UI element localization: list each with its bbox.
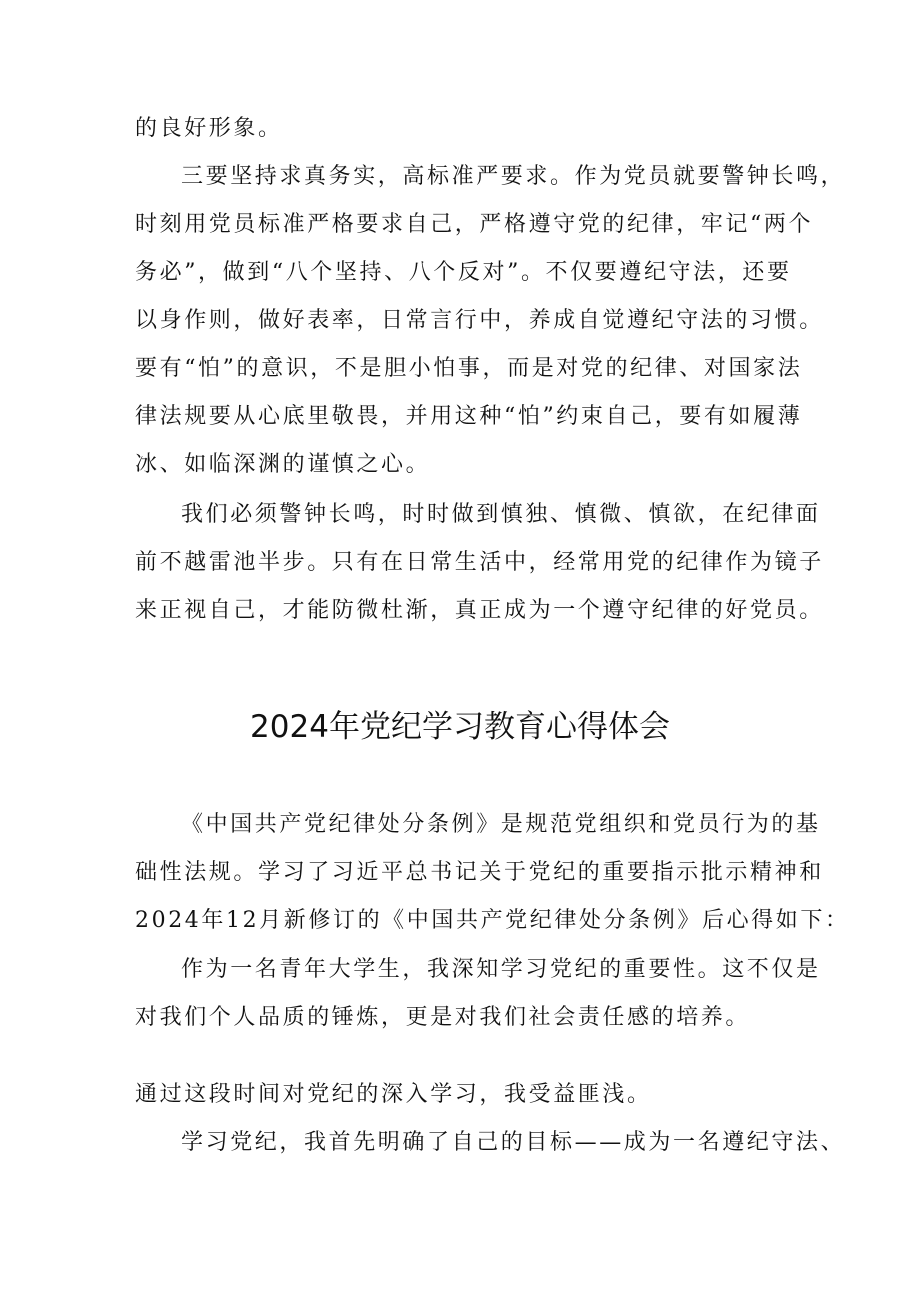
paragraph-line: 对我们个人品质的锤炼，更是对我们社会责任感的培养。 bbox=[135, 1005, 751, 1030]
page-title: 2024年党纪学习教育心得体会 bbox=[250, 709, 670, 745]
paragraph-line: 要有“怕”的意识，不是胆小怕事，而是对党的纪律、对国家法 bbox=[135, 356, 803, 381]
paragraph-line: 础性法规。学习了习近平总书记关于党纪的重要指示批示精神和 bbox=[135, 860, 824, 885]
paragraph-line: 前不越雷池半步。只有在日常生活中，经常用党的纪律作为镜子 bbox=[135, 550, 824, 575]
paragraph-line: 三要坚持求真务实，高标准严要求。作为党员就要警钟长鸣， bbox=[181, 164, 846, 189]
paragraph-line: 以身作则，做好表率，日常言行中，养成自觉遵纪守法的习惯。 bbox=[135, 308, 824, 333]
paragraph-line: 2024年12月新修订的《中国共产党纪律处分条例》后心得如下： bbox=[135, 908, 850, 933]
paragraph-line: 《中国共产党纪律处分条例》是规范党组织和党员行为的基 bbox=[181, 812, 821, 837]
paragraph-line: 律法规要从心底里敬畏，并用这种“怕”约束自己，要有如履薄 bbox=[135, 404, 803, 429]
paragraph-line: 学习党纪，我首先明确了自己的目标——成为一名遵纪守法、 bbox=[181, 1130, 846, 1155]
paragraph-line: 的良好形象。 bbox=[135, 116, 283, 141]
paragraph-line: 来正视自己，才能防微杜渐，真正成为一个遵守纪律的好党员。 bbox=[135, 598, 824, 623]
paragraph-line: 作为一名青年大学生，我深知学习党纪的重要性。这不仅是 bbox=[181, 957, 821, 982]
paragraph-line: 时刻用党员标准严格要求自己，严格遵守党的纪律，牢记“两个 bbox=[135, 212, 814, 237]
paragraph-line: 通过这段时间对党纪的深入学习，我受益匪浅。 bbox=[135, 1082, 652, 1107]
paragraph-line: 我们必须警钟长鸣，时时做到慎独、慎微、慎欲，在纪律面 bbox=[181, 502, 821, 527]
paragraph-line: 务必”，做到“八个坚持、八个反对”。不仅要遵纪守法，还要 bbox=[135, 260, 792, 285]
paragraph-line: 冰、如临深渊的谨慎之心。 bbox=[135, 452, 431, 477]
